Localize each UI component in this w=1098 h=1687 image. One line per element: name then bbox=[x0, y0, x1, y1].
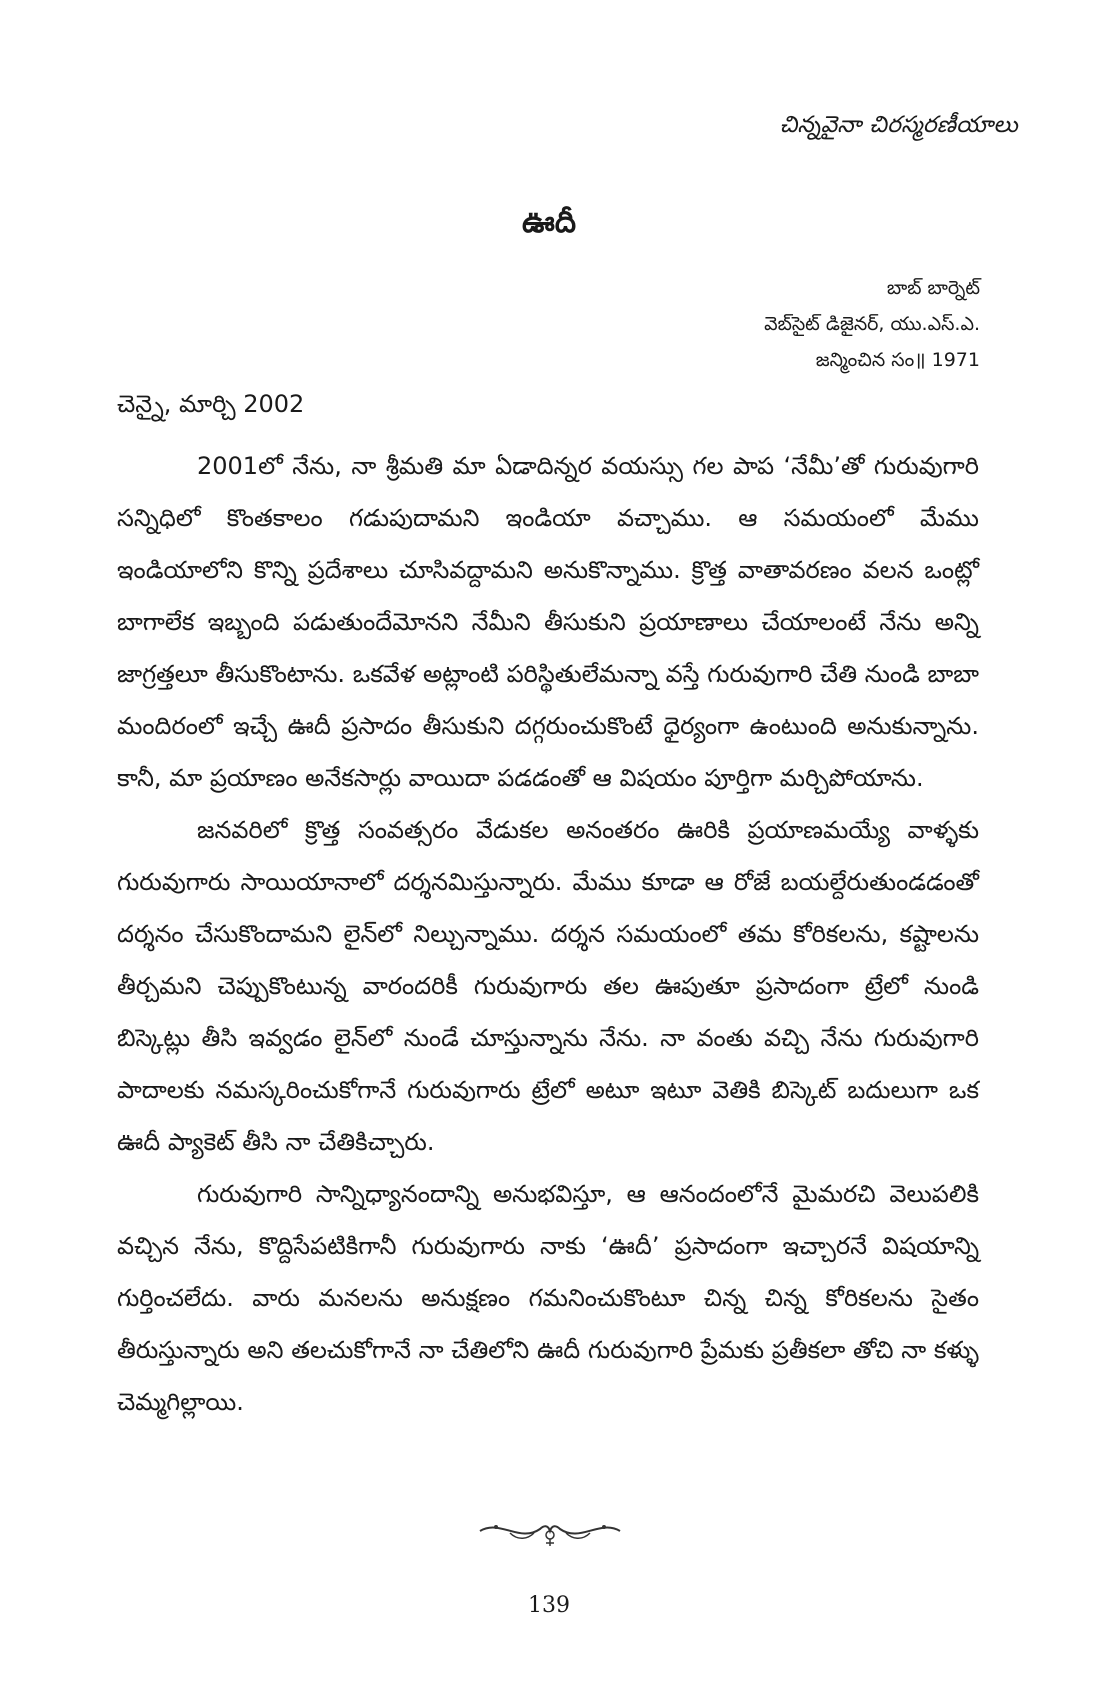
author-byline bbox=[764, 270, 980, 378]
paragraph: 2001లో నేను, నా శ్రీమతి మా ఏడాదిన్నర వయస్సు గల పాప ‘నేమీ’తో గురువుగారి సన్నిధిలో కొంతకాలం గడుపుదామని ఇండియా వచ్చాము. ఆ సమయంలో మేము ఇండియాలోని కొన్ని ప్రదేశాలు చూసివద్దామని అనుకొన్నాము. క్రొత్త వాతావరణం వలన ఒంట్లో బాగాలేక ఇబ్బంది పడుతుందేమోనని నేమీని తీసుకుని ప్రయాణాలు చేయాలంటే నేను అన్ని జాగ్రత్తలూ తీసుకొంటాను. ఒకవేళ అట్లాంటి పరిస్థితులేమన్నా వస్తే గురువుగారి చేతి నుండి బాబా మందిరంలో ఇచ్చే ఊదీ ప్రసాదం తీసుకుని దగ్గరుంచుకొంటే ధైర్యంగా ఉంటుంది అనుకున్నాను. కానీ, మా ప్రయాణం అనేకసార్లు వాయిదా పడడంతో ఆ విషయం పూర్తిగా మర్చిపోయాను. bbox=[117, 452, 979, 792]
page-number: 139 bbox=[528, 1593, 570, 1618]
story-title: ఊదీ bbox=[521, 205, 577, 240]
author-role: వెబ్‌సైట్ డిజైనర్, యు.ఎస్.ఎ. bbox=[764, 313, 980, 335]
paragraph: గురువుగారి సాన్నిధ్యానందాన్ని అనుభవిస్తూ, ఆ ఆనందంలోనే మైమరచి వెలుపలికి వచ్చిన నేను, కొద్దిసేపటికిగానీ గురువుగారు నాకు ‘ఊదీ’ ప్రసాదంగా ఇచ్చారనే విషయాన్ని గుర్తించలేదు. వారు మనలను అనుక్షణం గమనించుకొంటూ చిన్న చిన్న కోరికలను సైతం తీరుస్తున్నారు అని తలచుకోగానే నా చేతిలోని ఊదీ గురువుగారి ప్రేమకు ప్రతీకలా తోచి నా కళ్ళు చెమ్మగిల్లాయి. bbox=[117, 1180, 979, 1416]
author-birth-year: జన్మించిన సం॥ 1971 bbox=[815, 349, 980, 371]
author-name: బాబ్ బార్నెట్ bbox=[886, 277, 980, 299]
running-header: చిన్నవైనా చిరస్మరణీయాలు bbox=[779, 112, 1018, 138]
paragraph: జనవరిలో క్రొత్త సంవత్సరం వేడుకల అనంతరం ఊరికి ప్రయాణమయ్యే వాళ్ళకు గురువుగారు సాయియానాలో దర్శనమిస్తున్నారు. మేము కూడా ఆ రోజే బయల్దేరుతుండడంతో దర్శనం చేసుకొందామని లైన్‌లో నిల్చున్నాము. దర్శన సమయంలో తమ కోరికలను, కష్టాలను తీర్చమని చెప్పుకొంటున్న వారందరికీ గురువుగారు తల ఊపుతూ ప్రసాదంగా ట్రేలో నుండి బిస్కెట్లు తీసి ఇవ్వడం లైన్‌లో నుండే చూస్తున్నాను నేను. నా వంతు వచ్చి నేను గురువుగారి పాదాలకు నమస్కరించుకోగానే గురువుగారు ట్రేలో అటూ ఇటూ వెతికి బిస్కెట్ బదులుగా ఒక ఊదీ ప్యాకెట్ తీసి నా చేతికిచ్చారు. bbox=[117, 816, 979, 1156]
story-body bbox=[117, 440, 979, 1428]
flourish-divider-icon bbox=[470, 1513, 630, 1549]
place-date: చెన్నై, మార్చి 2002 bbox=[117, 390, 305, 418]
